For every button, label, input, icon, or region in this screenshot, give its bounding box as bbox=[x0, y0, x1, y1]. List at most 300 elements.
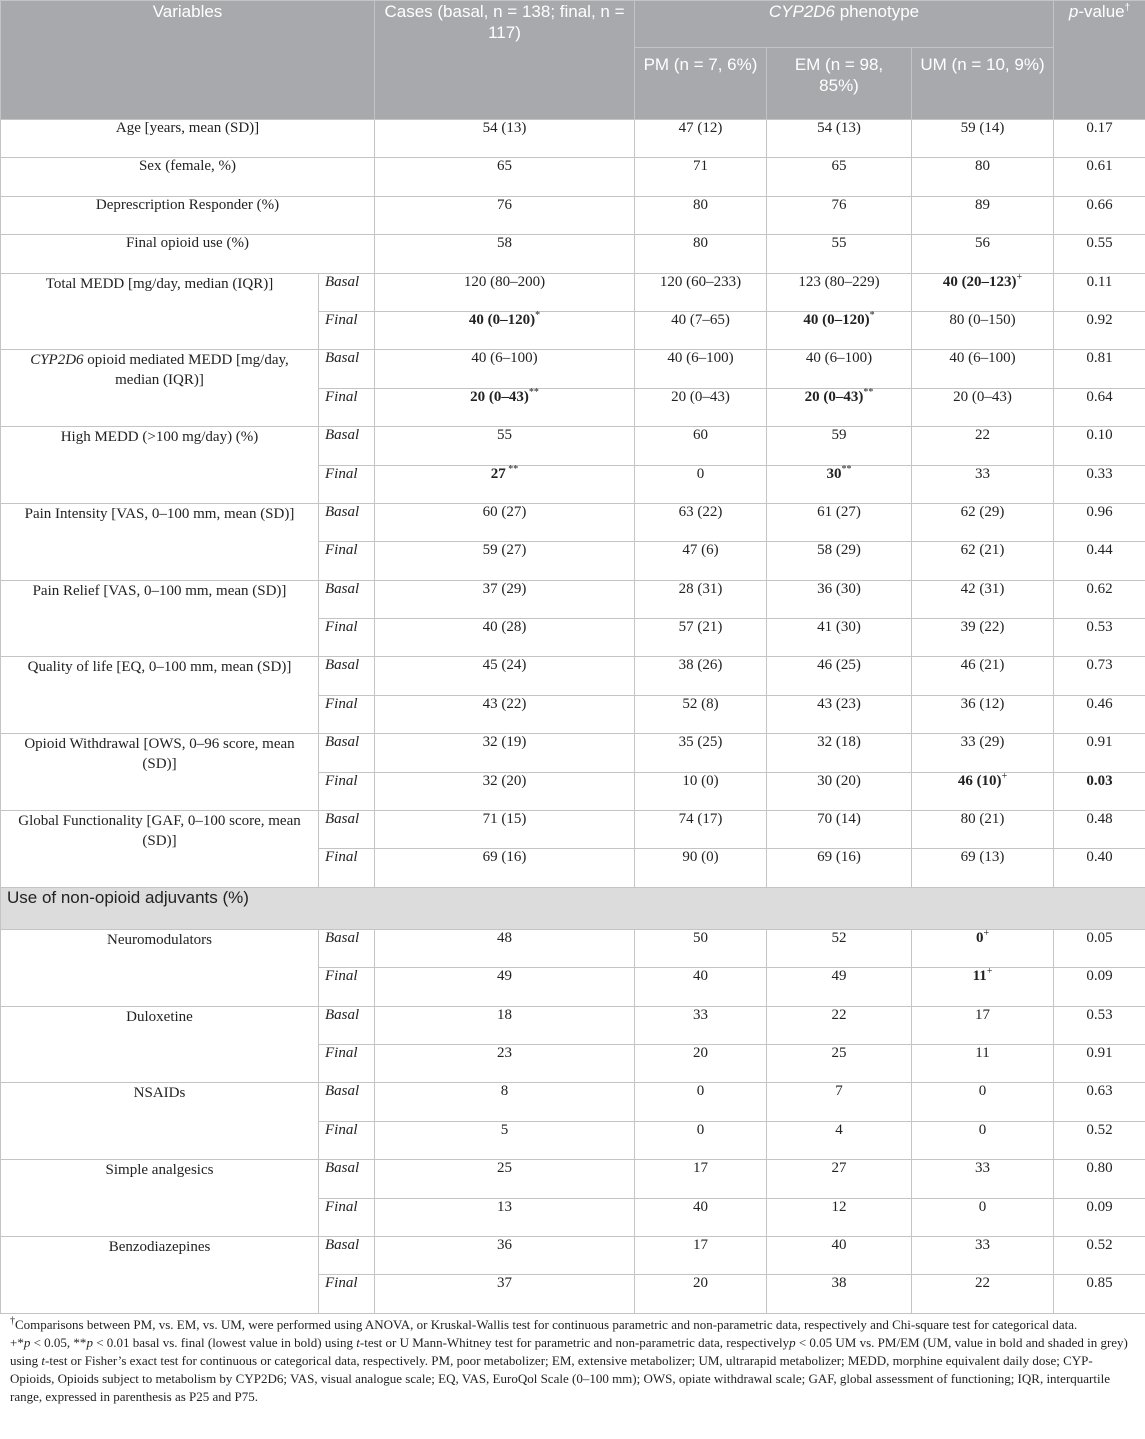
timepoint-label: Final bbox=[319, 849, 375, 887]
cell-value: 0.33 bbox=[1086, 465, 1113, 482]
cell-cases bbox=[375, 580, 635, 618]
timepoint-label: Basal bbox=[319, 273, 375, 311]
cell-cases bbox=[375, 657, 635, 695]
row-label bbox=[1, 734, 319, 811]
cell-em bbox=[767, 1044, 912, 1082]
cell-em: 54 (13) bbox=[767, 120, 912, 158]
cell-cases bbox=[375, 542, 635, 580]
cell-em bbox=[767, 427, 912, 465]
cell-cases bbox=[375, 350, 635, 388]
cell-p bbox=[1054, 1160, 1145, 1198]
cell-value: 36 (12) bbox=[960, 695, 1005, 712]
timepoint-label: Basal bbox=[319, 657, 375, 695]
cell-value: 0.11 bbox=[1086, 273, 1113, 290]
cell-value: 45 (24) bbox=[482, 657, 527, 674]
cell-value: 20 (0–43) bbox=[470, 388, 529, 405]
cell-value: 0.81 bbox=[1086, 350, 1113, 367]
cell-cases bbox=[375, 772, 635, 810]
cell-p: 0.66 bbox=[1054, 196, 1145, 234]
significance-mark: ** bbox=[863, 386, 874, 398]
cell-um bbox=[912, 388, 1054, 426]
cell-value: 20 (0–43) bbox=[804, 388, 864, 405]
row-label: Age [years, mean (SD)] bbox=[1, 120, 375, 158]
row-label bbox=[1, 580, 319, 657]
fn2-part: < 0.01 basal vs. final (lowest value in bold) using bbox=[92, 1335, 357, 1350]
significance-mark: + bbox=[986, 966, 993, 978]
cell-value: 20 (0–43) bbox=[671, 388, 730, 405]
cell-cases bbox=[375, 619, 635, 657]
cell-um bbox=[912, 1198, 1054, 1236]
cell-um bbox=[912, 311, 1054, 349]
cell-pm bbox=[635, 929, 767, 967]
significance-mark: * bbox=[535, 309, 541, 321]
cell-em bbox=[767, 1198, 912, 1236]
row-label bbox=[1, 929, 319, 1006]
cell-p bbox=[1054, 503, 1145, 541]
cell-value: 0.92 bbox=[1086, 311, 1113, 328]
header-cases: Cases (basal, n = 138; final, n = 117) bbox=[375, 1, 635, 120]
cell-cases bbox=[375, 1121, 635, 1159]
cell-value: 0 bbox=[975, 929, 984, 946]
cell-value: 90 (0) bbox=[682, 849, 719, 866]
cell-value: 40 (0–120) bbox=[803, 311, 870, 328]
cell-em bbox=[767, 772, 912, 810]
cell-value: 4 bbox=[835, 1121, 843, 1138]
cell-um: 80 bbox=[912, 158, 1054, 196]
cell-value: 40 (28) bbox=[482, 619, 527, 636]
header-phenotype-word: phenotype bbox=[835, 2, 920, 21]
table-row bbox=[1, 1236, 1145, 1274]
cell-pm bbox=[635, 849, 767, 887]
cell-value: 17 bbox=[693, 1160, 708, 1177]
cell-value: 0 bbox=[696, 465, 705, 482]
cell-value: 69 (16) bbox=[817, 849, 861, 866]
cell-cases bbox=[375, 1275, 635, 1313]
cell-pm bbox=[635, 350, 767, 388]
footnote-1-text: Comparisons between PM, vs. EM, vs. UM, were performed using ANOVA, or Kruskal-Wallis test for continuous parametric and non-parametric data, respectively and Chi-square test for categorical data. bbox=[15, 1317, 1078, 1332]
cell-value: 33 (29) bbox=[960, 734, 1005, 751]
cell-p: 0.17 bbox=[1054, 120, 1145, 158]
row-label bbox=[1, 273, 319, 350]
header-pvalue-p: p bbox=[1068, 2, 1079, 21]
cell-em bbox=[767, 1275, 912, 1313]
cell-value: 40 (6–100) bbox=[667, 350, 734, 367]
cell-value: 40 (6–100) bbox=[949, 350, 1016, 367]
cell-value: 38 (26) bbox=[678, 657, 723, 674]
timepoint-label: Basal bbox=[319, 580, 375, 618]
cell-value: 32 (18) bbox=[817, 734, 861, 751]
cell-value: 32 (19) bbox=[482, 734, 527, 751]
table-row bbox=[1, 1160, 1145, 1198]
cell-em bbox=[767, 695, 912, 733]
timepoint-label: Basal bbox=[319, 929, 375, 967]
cell-p bbox=[1054, 542, 1145, 580]
cell-value: 49 bbox=[497, 968, 512, 985]
timepoint-label: Final bbox=[319, 772, 375, 810]
cell-um bbox=[912, 350, 1054, 388]
timepoint-label: Final bbox=[319, 388, 375, 426]
cell-pm: 71 bbox=[635, 158, 767, 196]
cell-value: 41 (30) bbox=[817, 619, 861, 636]
cell-cases: 65 bbox=[375, 158, 635, 196]
cell-value: 0.96 bbox=[1086, 503, 1113, 520]
cell-p: 0.55 bbox=[1054, 235, 1145, 273]
cell-value: 22 bbox=[831, 1006, 847, 1023]
cell-um bbox=[912, 465, 1054, 503]
cell-cases bbox=[375, 311, 635, 349]
timepoint-label: Final bbox=[319, 619, 375, 657]
cell-pm bbox=[635, 1160, 767, 1198]
cell-value: 46 (10) bbox=[957, 772, 1002, 789]
cell-value: 0.53 bbox=[1086, 619, 1113, 636]
cell-value: 120 (80–200) bbox=[463, 273, 546, 290]
cell-value: 25 bbox=[497, 1160, 512, 1177]
cell-value: 27 bbox=[831, 1160, 847, 1177]
row-label-gene: CYP2D6 bbox=[30, 352, 84, 369]
cell-value: 0.62 bbox=[1086, 580, 1113, 597]
table-row bbox=[1, 235, 1145, 273]
cell-value: 11 bbox=[972, 968, 987, 985]
timepoint-label: Basal bbox=[319, 1160, 375, 1198]
row-label: Deprescription Responder (%) bbox=[1, 196, 375, 234]
cell-pm bbox=[635, 968, 767, 1006]
cell-um: 89 bbox=[912, 196, 1054, 234]
significance-mark: + bbox=[1001, 770, 1008, 782]
cell-um bbox=[912, 734, 1054, 772]
cell-value: 62 (29) bbox=[960, 503, 1005, 520]
timepoint-label: Basal bbox=[319, 427, 375, 465]
cell-em bbox=[767, 542, 912, 580]
row-label: Final opioid use (%) bbox=[1, 235, 375, 273]
cell-value: 12 bbox=[831, 1198, 847, 1215]
cell-value: 5 bbox=[500, 1121, 509, 1138]
cell-um bbox=[912, 811, 1054, 849]
cell-value: 0.91 bbox=[1086, 734, 1113, 751]
cell-p bbox=[1054, 1044, 1145, 1082]
cell-um bbox=[912, 1275, 1054, 1313]
table-row bbox=[1, 1083, 1145, 1121]
cell-value: 60 bbox=[693, 427, 708, 444]
timepoint-label: Basal bbox=[319, 1083, 375, 1121]
header-pvalue bbox=[1054, 1, 1145, 120]
cell-value: 49 bbox=[831, 968, 847, 985]
cell-p bbox=[1054, 968, 1145, 1006]
cell-p: 0.61 bbox=[1054, 158, 1145, 196]
cell-value: 46 (21) bbox=[960, 657, 1005, 674]
table-body bbox=[1, 120, 1145, 1314]
cell-value: 0.03 bbox=[1086, 772, 1113, 789]
cell-em bbox=[767, 929, 912, 967]
cell-value: 50 bbox=[693, 929, 708, 946]
cell-p bbox=[1054, 465, 1145, 503]
cell-em bbox=[767, 350, 912, 388]
cell-value: 36 bbox=[497, 1236, 512, 1253]
cell-um bbox=[912, 427, 1054, 465]
significance-mark: * bbox=[869, 309, 875, 321]
cell-value: 0.52 bbox=[1086, 1121, 1113, 1138]
cell-value: 59 (27) bbox=[482, 542, 527, 559]
cell-p bbox=[1054, 311, 1145, 349]
timepoint-label: Basal bbox=[319, 734, 375, 772]
cell-value: 10 (0) bbox=[682, 772, 719, 789]
table-row bbox=[1, 811, 1145, 849]
cell-value: 43 (23) bbox=[817, 695, 861, 712]
cell-cases bbox=[375, 1198, 635, 1236]
cell-value: 0.80 bbox=[1086, 1160, 1113, 1177]
row-label bbox=[1, 811, 319, 888]
footnote-2 bbox=[10, 1334, 1135, 1406]
cell-value: 63 (22) bbox=[678, 503, 723, 520]
cell-pm bbox=[635, 695, 767, 733]
row-label-text: Opioid Withdrawal [OWS, 0–96 score, mean (SD)] bbox=[24, 736, 295, 773]
fn2-part: < 0.05, ** bbox=[30, 1335, 87, 1350]
cell-p bbox=[1054, 273, 1145, 311]
significance-mark: ** bbox=[841, 463, 852, 475]
cell-pm bbox=[635, 811, 767, 849]
cell-value: 60 (27) bbox=[482, 503, 527, 520]
table-row bbox=[1, 158, 1145, 196]
fn2-part: -test or Fisher’s exact test for continuous or categorical data, respectively. PM, poor metabolizer; EM, extensive metabolizer; UM, ultrarapid metabolizer; MEDD, morphine equivalent daily dose; CYP-Opioids, Opioids subject to metabolism by CYP2D6; VAS, visual analogue scale; EQ, VAS, EuroQol Scale (0–100 mm); OWS, opiate withdrawal scale; GAF, global assessment of functioning; IQR, interquartile range, expressed in parenthesis as P25 and P75. bbox=[10, 1353, 1110, 1404]
cell-value: 0 bbox=[978, 1083, 987, 1100]
cell-um bbox=[912, 772, 1054, 810]
cell-em: 76 bbox=[767, 196, 912, 234]
cell-pm bbox=[635, 1121, 767, 1159]
row-label-text: Total MEDD [mg/day, median (IQR)] bbox=[45, 275, 274, 292]
cell-em bbox=[767, 657, 912, 695]
timepoint-label: Final bbox=[319, 1275, 375, 1313]
table-row bbox=[1, 120, 1145, 158]
cell-em bbox=[767, 580, 912, 618]
header-variables: Variables bbox=[1, 1, 375, 120]
header-em: EM (n = 98, 85%) bbox=[767, 48, 912, 120]
cell-value: 0.09 bbox=[1086, 968, 1113, 985]
timepoint-label: Final bbox=[319, 968, 375, 1006]
cell-value: 17 bbox=[693, 1236, 708, 1253]
cell-value: 30 bbox=[826, 465, 842, 482]
row-label-text: NSAIDs bbox=[133, 1085, 186, 1102]
cell-value: 52 (8) bbox=[682, 695, 719, 712]
cell-cases bbox=[375, 1236, 635, 1274]
cell-value: 33 bbox=[975, 1236, 990, 1253]
cell-value: 0.64 bbox=[1086, 388, 1113, 405]
cell-pm bbox=[635, 1083, 767, 1121]
cell-um: 59 (14) bbox=[912, 120, 1054, 158]
header-phenotype-gene: CYP2D6 bbox=[768, 2, 835, 21]
cell-value: 0.91 bbox=[1086, 1044, 1113, 1061]
table-row bbox=[1, 929, 1145, 967]
table-footnotes bbox=[10, 1316, 1135, 1406]
cell-value: 18 bbox=[497, 1006, 512, 1023]
cell-value: 0 bbox=[978, 1198, 987, 1215]
table-row bbox=[1, 427, 1145, 465]
cell-value: 38 bbox=[831, 1275, 847, 1292]
timepoint-label: Basal bbox=[319, 811, 375, 849]
cell-cases bbox=[375, 1083, 635, 1121]
timepoint-label: Final bbox=[319, 1198, 375, 1236]
footnote-1 bbox=[10, 1316, 1135, 1334]
table-row bbox=[1, 196, 1145, 234]
cell-value: 69 (13) bbox=[960, 849, 1005, 866]
cell-value: 80 (0–150) bbox=[949, 311, 1016, 328]
cell-pm bbox=[635, 1044, 767, 1082]
fn2-part: t bbox=[356, 1335, 360, 1350]
cell-value: 40 bbox=[693, 1198, 708, 1215]
timepoint-label: Final bbox=[319, 1044, 375, 1082]
cell-pm bbox=[635, 1275, 767, 1313]
cell-um bbox=[912, 1236, 1054, 1274]
row-label-text: Duloxetine bbox=[126, 1008, 193, 1025]
cell-um bbox=[912, 1044, 1054, 1082]
row-label bbox=[1, 1083, 319, 1160]
cell-em bbox=[767, 1006, 912, 1044]
cell-pm bbox=[635, 427, 767, 465]
cell-cases bbox=[375, 734, 635, 772]
cell-value: 40 (7–65) bbox=[671, 311, 730, 328]
row-label-text: Global Functionality [GAF, 0–100 score, mean (SD)] bbox=[18, 813, 301, 850]
cell-value: 32 (20) bbox=[482, 772, 527, 789]
cell-um bbox=[912, 580, 1054, 618]
cell-value: 22 bbox=[975, 1275, 990, 1292]
timepoint-label: Final bbox=[319, 311, 375, 349]
cell-value: 17 bbox=[975, 1006, 990, 1023]
cell-pm bbox=[635, 542, 767, 580]
row-label bbox=[1, 657, 319, 734]
cell-value: 52 bbox=[831, 929, 847, 946]
cell-value: 0.52 bbox=[1086, 1236, 1113, 1253]
cell-value: 42 (31) bbox=[960, 580, 1005, 597]
cell-um bbox=[912, 968, 1054, 1006]
table-row bbox=[1, 580, 1145, 618]
cell-em bbox=[767, 503, 912, 541]
cell-value: 0.05 bbox=[1086, 929, 1113, 946]
significance-mark: + bbox=[1016, 271, 1023, 283]
cell-value: 35 (25) bbox=[678, 734, 723, 751]
cell-value: 43 (22) bbox=[482, 695, 527, 712]
cell-value: 74 (17) bbox=[678, 811, 723, 828]
cell-value: 28 (31) bbox=[678, 580, 723, 597]
cell-value: 80 (21) bbox=[960, 811, 1005, 828]
cell-p bbox=[1054, 427, 1145, 465]
cell-value: 0.46 bbox=[1086, 695, 1113, 712]
cell-pm bbox=[635, 311, 767, 349]
significance-mark: + bbox=[983, 927, 990, 939]
cell-p bbox=[1054, 849, 1145, 887]
row-label-text: Simple analgesics bbox=[105, 1162, 214, 1179]
cell-em: 65 bbox=[767, 158, 912, 196]
cell-cases: 54 (13) bbox=[375, 120, 635, 158]
cell-em: 55 bbox=[767, 235, 912, 273]
cell-p bbox=[1054, 1006, 1145, 1044]
table-row bbox=[1, 1006, 1145, 1044]
cell-um bbox=[912, 273, 1054, 311]
cell-pm bbox=[635, 734, 767, 772]
cell-cases bbox=[375, 273, 635, 311]
cell-value: 33 bbox=[693, 1006, 708, 1023]
cell-cases: 76 bbox=[375, 196, 635, 234]
cell-um bbox=[912, 1121, 1054, 1159]
cell-um bbox=[912, 929, 1054, 967]
cell-value: 59 bbox=[831, 427, 847, 444]
table-row bbox=[1, 350, 1145, 388]
cell-value: 11 bbox=[975, 1044, 990, 1061]
timepoint-label: Basal bbox=[319, 350, 375, 388]
cell-p bbox=[1054, 772, 1145, 810]
cell-cases bbox=[375, 1160, 635, 1198]
cell-value: 37 (29) bbox=[482, 580, 527, 597]
cell-cases: 58 bbox=[375, 235, 635, 273]
cell-value: 0 bbox=[696, 1121, 705, 1138]
cell-pm bbox=[635, 1236, 767, 1274]
cell-um bbox=[912, 657, 1054, 695]
cell-value: 0.09 bbox=[1086, 1198, 1113, 1215]
cell-p bbox=[1054, 811, 1145, 849]
fn2-part: -test or U Mann-Whitney test for parametric and non-parametric data, respectively bbox=[359, 1335, 790, 1350]
cell-cases bbox=[375, 388, 635, 426]
cell-pm: 47 (12) bbox=[635, 120, 767, 158]
cell-value: 36 (30) bbox=[817, 580, 861, 597]
cell-pm bbox=[635, 657, 767, 695]
cell-pm bbox=[635, 772, 767, 810]
cell-value: 71 (15) bbox=[482, 811, 527, 828]
cell-pm bbox=[635, 619, 767, 657]
cell-p bbox=[1054, 695, 1145, 733]
cell-p bbox=[1054, 1275, 1145, 1313]
cell-value: 0.10 bbox=[1086, 427, 1113, 444]
cell-p bbox=[1054, 1121, 1145, 1159]
header-pm: PM (n = 7, 6%) bbox=[635, 48, 767, 120]
cell-value: 37 bbox=[497, 1275, 512, 1292]
cell-value: 7 bbox=[835, 1083, 843, 1100]
cell-value: 46 (25) bbox=[817, 657, 861, 674]
significance-mark: ** bbox=[505, 463, 519, 475]
cell-value: 70 (14) bbox=[817, 811, 861, 828]
row-label: Sex (female, %) bbox=[1, 158, 375, 196]
cell-value: 0.73 bbox=[1086, 657, 1113, 674]
cell-value: 20 bbox=[693, 1275, 708, 1292]
cell-em bbox=[767, 811, 912, 849]
cell-value: 25 bbox=[831, 1044, 847, 1061]
timepoint-label: Basal bbox=[319, 1006, 375, 1044]
cell-cases bbox=[375, 968, 635, 1006]
cell-value: 33 bbox=[975, 465, 990, 482]
cell-value: 47 (6) bbox=[682, 542, 719, 559]
cell-p bbox=[1054, 580, 1145, 618]
row-label bbox=[1, 350, 319, 427]
row-label bbox=[1, 1006, 319, 1083]
cell-em bbox=[767, 273, 912, 311]
row-label bbox=[1, 503, 319, 580]
cell-value: 55 bbox=[497, 427, 512, 444]
cell-pm bbox=[635, 1006, 767, 1044]
cell-value: 61 (27) bbox=[817, 503, 861, 520]
cell-um bbox=[912, 1083, 1054, 1121]
cell-um bbox=[912, 695, 1054, 733]
cell-em bbox=[767, 311, 912, 349]
row-label bbox=[1, 427, 319, 504]
cell-p bbox=[1054, 734, 1145, 772]
cell-value: 40 bbox=[693, 968, 708, 985]
cell-pm bbox=[635, 580, 767, 618]
cell-value: 33 bbox=[975, 1160, 990, 1177]
cell-em bbox=[767, 734, 912, 772]
cell-em bbox=[767, 968, 912, 1006]
row-label-text: Neuromodulators bbox=[107, 931, 212, 948]
cell-value: 40 (6–100) bbox=[471, 350, 538, 367]
cell-cases bbox=[375, 1006, 635, 1044]
cell-em bbox=[767, 388, 912, 426]
cell-value: 48 bbox=[497, 929, 512, 946]
cell-pm: 80 bbox=[635, 235, 767, 273]
